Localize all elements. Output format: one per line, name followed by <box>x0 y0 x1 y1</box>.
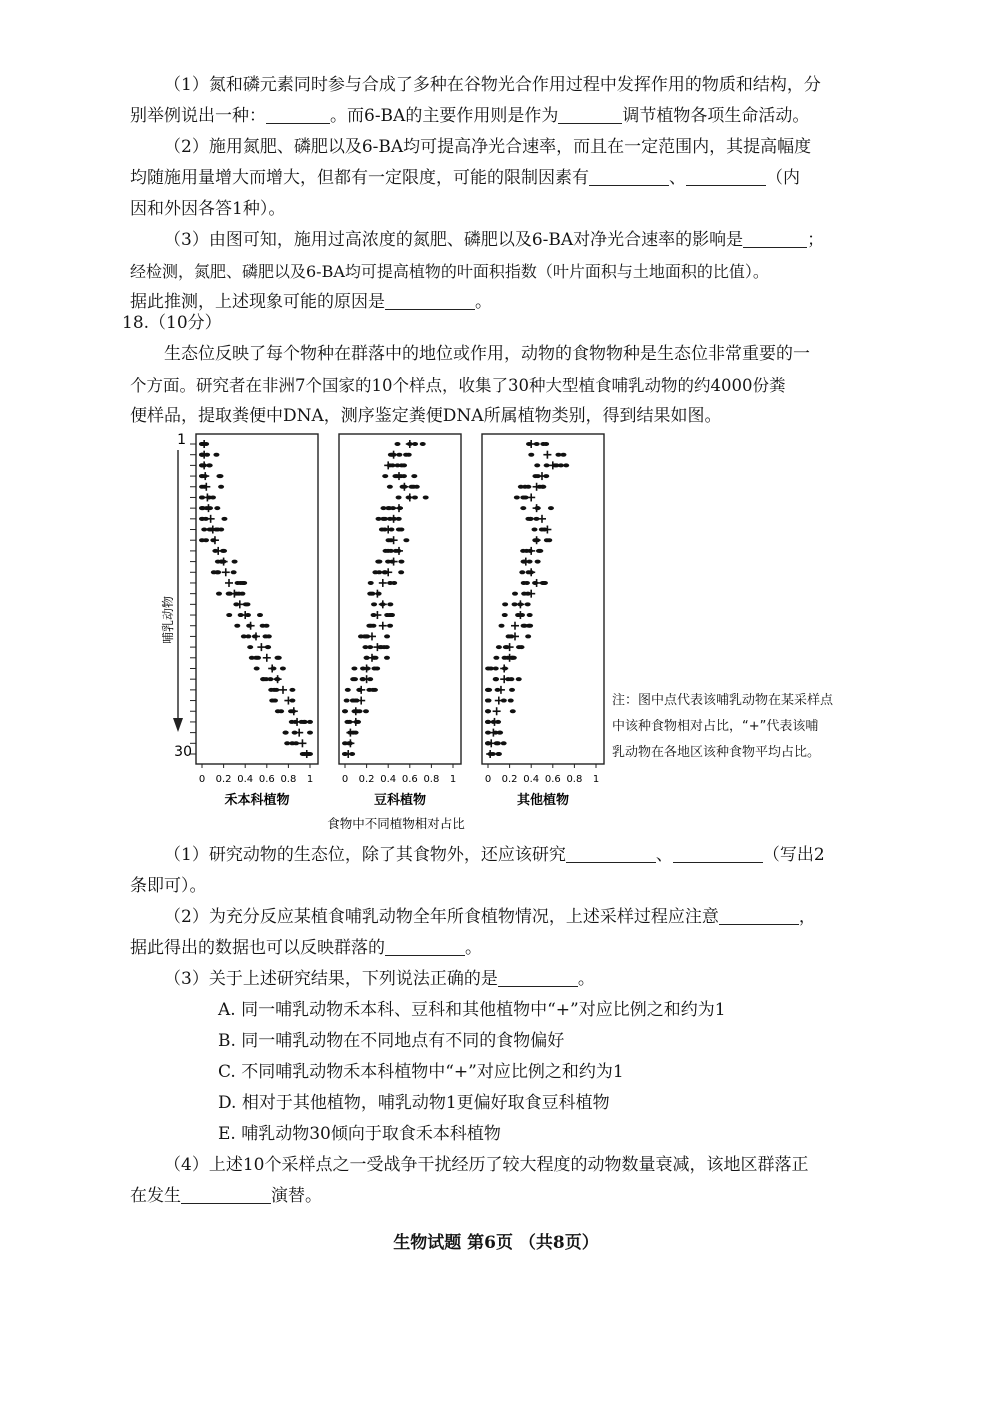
page-footer: 生物试题 第6页 （共8页） <box>393 1233 599 1253</box>
answer-blank[interactable] <box>181 1185 271 1204</box>
sample-point <box>199 517 205 521</box>
x-tick-label: 0.6 <box>258 774 275 785</box>
sample-point <box>273 688 279 692</box>
sample-point <box>501 741 507 745</box>
sample-point <box>199 506 205 510</box>
x-tick-label: 0 <box>484 774 492 785</box>
sample-point <box>493 677 499 681</box>
figure-panels <box>190 434 604 808</box>
q18-header: 18.（10分） <box>122 313 222 333</box>
sample-point <box>540 442 546 446</box>
sample-point <box>244 602 250 606</box>
sample-point <box>231 570 237 574</box>
sample-point <box>363 709 369 713</box>
sample-point <box>526 624 532 628</box>
q17-1-line2: 别举例说出一种： 。而6-BA的主要作用则是作为 调节植物各项生命活动。 <box>130 106 810 126</box>
answer-blank[interactable] <box>266 105 330 124</box>
sample-point <box>535 560 541 564</box>
sample-point <box>370 688 376 692</box>
sample-point <box>240 581 246 585</box>
sample-point <box>376 560 382 564</box>
x-tick-label: 0.8 <box>566 774 583 785</box>
sample-point <box>342 709 348 713</box>
sample-point <box>289 688 295 692</box>
sample-point <box>398 570 404 574</box>
q18-intro-3: 便样品，提取粪便中DNA，测序鉴定粪便DNA所属植物类别，得到结果如图。 <box>130 406 722 426</box>
sample-point <box>352 677 358 681</box>
sample-point <box>382 474 388 478</box>
sample-point <box>409 485 415 489</box>
sample-point <box>496 645 502 649</box>
sample-point <box>217 474 223 478</box>
x-tick-label: 0.6 <box>544 774 561 785</box>
sample-point <box>485 709 491 713</box>
y-tick-label-last: 30 <box>174 744 192 760</box>
sample-point <box>267 677 273 681</box>
x-tick-label: 1 <box>449 774 457 785</box>
q18-1-line1: （1）研究动物的生态位，除了其食物外，还应该研究 、 （写出2 <box>164 845 825 865</box>
q18-1-line2: 条即可）。 <box>130 876 207 896</box>
sample-point <box>380 506 386 510</box>
option-c[interactable]: C. 不同哺乳动物禾本科植物中“+”对应比例之和约为1 <box>218 1062 624 1082</box>
sample-point <box>398 560 404 564</box>
sample-point <box>387 602 393 606</box>
sample-point <box>391 581 397 585</box>
sample-point <box>232 560 238 564</box>
sample-point <box>345 688 351 692</box>
sample-point <box>520 495 526 499</box>
sample-point <box>275 656 281 660</box>
q18-2-line2: 据此得出的数据也可以反映群落的 。 <box>130 938 482 958</box>
sample-point <box>272 699 278 703</box>
sample-point <box>528 517 534 521</box>
sample-point <box>254 666 260 670</box>
answer-blank[interactable] <box>566 844 656 863</box>
sample-point <box>214 506 220 510</box>
sample-point <box>509 688 515 692</box>
q18-4-line1: （4）上述10个采样点之一受战争干扰经历了较大程度的动物数量衰减，该地区群落正 <box>164 1155 809 1175</box>
sample-point <box>520 506 526 510</box>
sample-point <box>344 720 350 724</box>
x-tick-label: 0 <box>341 774 349 785</box>
answer-blank[interactable] <box>743 229 807 248</box>
y-arrow-head <box>173 718 183 732</box>
note-line-2: 中该种食物相对占比，“+”代表该哺 <box>612 719 819 734</box>
q17-2-line3: 因和外因各答1种）。 <box>130 199 286 219</box>
sample-point <box>268 688 274 692</box>
panel-label: 禾本科植物 <box>224 793 290 808</box>
sample-point <box>520 549 526 553</box>
sample-point <box>518 485 524 489</box>
sample-point <box>384 656 390 660</box>
sample-point <box>216 592 222 596</box>
q17-1-line1: （1）氮和磷元素同时参与合成了多种在谷物光合作用过程中发挥作用的物质和结构，分 <box>164 75 821 95</box>
sample-point <box>266 634 272 638</box>
sample-point <box>532 474 538 478</box>
sample-point <box>221 517 227 521</box>
q17-2-line1: （2）施用氮肥、磷肥以及6-BA均可提高净光合速率，而且在一定范围内，其提高幅度 <box>164 137 812 157</box>
answer-blank[interactable] <box>498 968 578 987</box>
sample-point <box>534 463 540 467</box>
sample-point <box>257 613 263 617</box>
answer-blank[interactable] <box>686 167 766 186</box>
sample-point <box>403 453 409 457</box>
sample-point <box>540 485 546 489</box>
sample-point <box>247 645 253 649</box>
sample-point <box>508 699 514 703</box>
sample-point <box>362 645 368 649</box>
sample-point <box>218 485 224 489</box>
sample-point <box>396 528 402 532</box>
sample-point <box>423 495 429 499</box>
sample-point <box>384 613 390 617</box>
sample-point <box>307 731 313 735</box>
sample-point <box>307 720 313 724</box>
sample-point <box>280 666 286 670</box>
sample-point <box>260 624 266 628</box>
answer-blank[interactable] <box>719 906 799 925</box>
x-tick-label: 0.8 <box>280 774 297 785</box>
answer-blank[interactable] <box>673 844 763 863</box>
x-tick-label: 0.4 <box>237 774 254 785</box>
q17-3-line1: （3）由图可知，施用过高浓度的氮肥、磷肥以及6-BA对净光合速率的影响是 ； <box>164 230 825 250</box>
sample-point <box>563 463 569 467</box>
sample-point <box>234 624 240 628</box>
sample-point <box>387 624 393 628</box>
sample-point <box>527 613 533 617</box>
sample-point <box>485 688 491 692</box>
sample-point <box>396 495 402 499</box>
x-tick-label: 0.2 <box>501 774 518 785</box>
sample-point <box>493 656 499 660</box>
x-tick-label: 0.4 <box>523 774 540 785</box>
sample-point <box>382 517 388 521</box>
option-a[interactable]: A. 同一哺乳动物禾本科、豆科和其他植物中“+”对应比例之和约为1 <box>218 1000 726 1020</box>
sample-point <box>371 602 377 606</box>
sample-point <box>358 634 364 638</box>
sample-point <box>213 453 219 457</box>
sample-point <box>516 645 522 649</box>
sample-point <box>245 634 251 638</box>
q17-3-line2: 经检测，氮肥、磷肥以及6-BA均可提高植物的叶面积指数（叶片面积与土地面积的比值）。 <box>130 262 769 281</box>
sample-point <box>371 666 377 670</box>
sample-point <box>537 549 543 553</box>
sample-point <box>260 677 266 681</box>
sample-point <box>519 570 525 574</box>
sample-point <box>283 731 289 735</box>
sample-point <box>403 538 409 542</box>
sample-point <box>344 699 350 703</box>
sample-point <box>516 677 522 681</box>
sample-point <box>420 442 426 446</box>
x-tick-label: 0.8 <box>423 774 440 785</box>
q18-intro-2: 个方面。研究者在非洲7个国家的10个样点，收集了30种大型植食哺乳动物的约4000份粪 <box>130 376 786 395</box>
panel-frame <box>196 434 318 764</box>
note-line-3: 乳动物在各地区该种食物平均占比。 <box>612 745 821 760</box>
sample-point <box>525 602 531 606</box>
answer-blank[interactable] <box>385 291 475 310</box>
sample-point <box>510 709 516 713</box>
x-tick-label: 0.6 <box>401 774 418 785</box>
sample-point <box>499 624 505 628</box>
sample-point <box>512 592 518 596</box>
sample-point <box>525 634 531 638</box>
sample-point <box>521 592 527 596</box>
option-e[interactable]: E. 哺乳动物30倾向于取食禾本科植物 <box>218 1124 501 1144</box>
sample-point <box>368 624 374 628</box>
sample-point <box>265 645 271 649</box>
sample-point <box>544 463 550 467</box>
sample-point <box>542 581 548 585</box>
sample-point <box>384 634 390 638</box>
sample-point <box>394 442 400 446</box>
sample-point <box>528 453 534 457</box>
sample-point <box>411 474 417 478</box>
sample-point <box>401 463 407 467</box>
y-tick-label-first: 1 <box>177 432 186 448</box>
figure-note <box>612 688 902 766</box>
x-tick-label: 0.2 <box>215 774 232 785</box>
sample-point <box>514 495 520 499</box>
answer-blank[interactable] <box>385 937 465 956</box>
sample-point <box>521 581 527 585</box>
q17-2-line2: 均随施用量增大而增大，但都有一定限度，可能的限制因素有 、 （内 <box>130 168 800 188</box>
diet-figure <box>0 420 992 870</box>
q18-3-line1: （3）关于上述研究结果，下列说法正确的是 。 <box>164 969 595 989</box>
q18-4-line2: 在发生 演替。 <box>130 1186 322 1206</box>
sample-point <box>497 731 503 735</box>
sample-point <box>414 485 420 489</box>
sample-point <box>495 741 501 745</box>
sample-point <box>486 699 492 703</box>
answer-blank[interactable] <box>589 167 669 186</box>
x-tick-label: 0.2 <box>358 774 375 785</box>
sample-point <box>199 538 205 542</box>
sample-point <box>351 666 357 670</box>
sample-point <box>546 538 552 542</box>
sample-point <box>201 528 207 532</box>
sample-point <box>525 485 531 489</box>
y-axis-label: 哺乳动物 <box>161 595 175 645</box>
sample-point <box>548 506 554 510</box>
sample-point <box>496 752 502 756</box>
panel-label: 其他植物 <box>516 793 570 808</box>
answer-blank[interactable] <box>558 105 622 124</box>
q18-2-line1: （2）为充分反应某植食哺乳动物全年所食植物情况，上述采样过程应注意 ， <box>164 907 816 927</box>
sample-point <box>502 613 508 617</box>
panel-frame <box>339 434 461 764</box>
sample-point <box>368 581 374 585</box>
sample-point <box>502 602 508 606</box>
q17-3-line3: 据此推测，上述现象可能的原因是 。 <box>130 292 492 312</box>
panel-label: 豆科植物 <box>373 793 427 808</box>
sample-point <box>211 570 217 574</box>
x-tick-label: 0.4 <box>380 774 397 785</box>
sample-point <box>284 741 290 745</box>
sample-point <box>493 666 499 670</box>
sample-point <box>249 656 255 660</box>
sample-point <box>226 613 232 617</box>
panel-frame <box>482 434 604 764</box>
sample-point <box>532 528 538 532</box>
x-tick-label: 1 <box>306 774 314 785</box>
option-d[interactable]: D. 相对于其他植物，哺乳动物1更偏好取食豆科植物 <box>218 1093 610 1113</box>
sample-point <box>485 720 491 724</box>
sample-point <box>387 485 393 489</box>
q18-intro-1: 生态位反映了每个物种在群落中的地位或作用，动物的食物物种是生态位非常重要的一 <box>164 344 810 364</box>
sample-point <box>293 741 299 745</box>
option-b[interactable]: B. 同一哺乳动物在不同地点有不同的食物偏好 <box>218 1031 565 1051</box>
sample-point <box>376 570 382 574</box>
x-tick-label: 0 <box>198 774 206 785</box>
sample-point <box>508 677 514 681</box>
sample-point <box>560 453 566 457</box>
x-tick-label: 1 <box>592 774 600 785</box>
note-line-1: 注：图中点代表该哺乳动物在某采样点 <box>612 693 834 708</box>
x-axis-title: 食物中不同植物相对占比 <box>327 816 465 831</box>
sample-point <box>485 666 491 670</box>
sample-point <box>275 709 281 713</box>
